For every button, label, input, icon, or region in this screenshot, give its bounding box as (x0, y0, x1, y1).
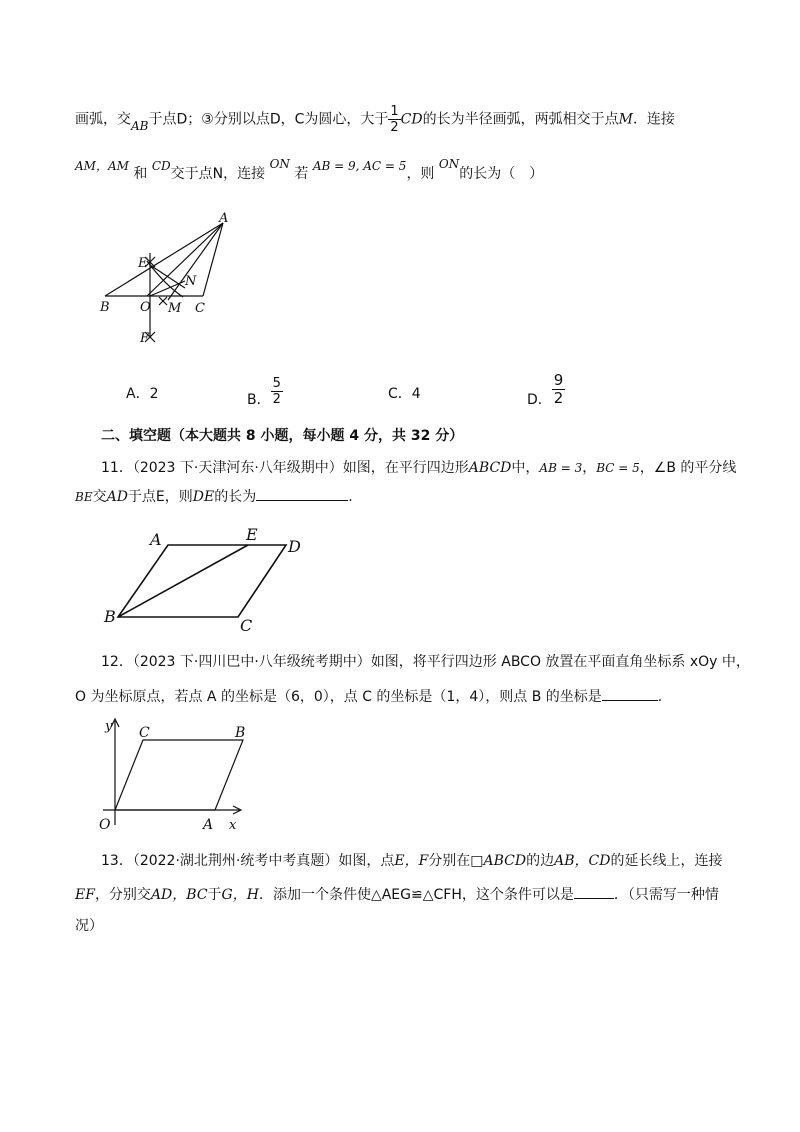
q10-text: 画弧，交 (75, 111, 131, 128)
q13-text: 分别在 (428, 853, 471, 869)
q12-line2 (75, 686, 662, 707)
q10-label-m: M (168, 301, 182, 316)
q10-label-f: F (140, 331, 150, 346)
option-fraction (271, 376, 283, 407)
q10-label-c: C (195, 301, 205, 316)
q11-label-d: D (288, 537, 301, 556)
q10-text: ．连接 (632, 111, 675, 128)
q13-segment-ef: EF (75, 887, 95, 903)
q10-option-a: A．2 (126, 386, 159, 402)
q10-text: 交于点N，连接 (170, 166, 266, 182)
option-label: B． (247, 391, 271, 408)
q11-label-e: E (246, 525, 258, 544)
q12-figure (95, 715, 255, 840)
answer-blank[interactable] (602, 686, 658, 701)
q10-segment-cd: CD (151, 159, 171, 173)
section-title: 二、填空题（本大题共 8 小题，每小题 4 分，共 32 分） (101, 428, 464, 444)
q12-text: . (657, 689, 663, 705)
q11-text: . (348, 489, 353, 505)
fraction-numerator: 1 (390, 104, 399, 119)
option-fraction (552, 372, 566, 407)
q12-label-y: y (105, 719, 113, 734)
q11-ab: AB = 3 (539, 461, 583, 475)
q10-text: 于点D；③分别以点D，C为圆心，大于 (148, 111, 389, 128)
q10-text: 的长为半径画弧，两弧相交于点 (422, 111, 619, 128)
q10-segment-on: ON (269, 157, 290, 171)
q10-label-b: B (100, 300, 110, 315)
q12-label-a: A (203, 817, 214, 833)
q12-text: O 为坐标原点，若点 A 的坐标是（6，0），点 C 的坐标是（1，4），则点 B 的坐标是 (75, 689, 602, 705)
q10-text: ，则 (406, 166, 435, 182)
q11-text: 的长为 (214, 489, 257, 505)
q13-points: E，F (394, 853, 429, 869)
q11-figure (100, 525, 320, 640)
fraction-denominator: 2 (553, 389, 564, 407)
q10-label-o: O (140, 300, 151, 315)
q10-option-c: C．4 (388, 386, 421, 402)
q13-text: ．添加一个条件使△AEG≌△CFH，这个条件可以是 (258, 887, 574, 903)
q13-text: ，分别交 (94, 887, 151, 903)
q11-label-c: C (240, 616, 253, 635)
q13-sides: AD，BC (150, 887, 208, 903)
q10-label-e: E (138, 256, 148, 271)
q10-segment-cd: CD (400, 111, 423, 128)
q11-abcd: ABCD (468, 460, 512, 476)
q10-label-n: N (185, 274, 197, 289)
q13-text: ．（只需写一种情 (613, 887, 719, 903)
q13-line3: 况） (75, 918, 103, 934)
q10-text: 若 (294, 166, 309, 182)
q10-segment-on: ON (438, 157, 460, 171)
q10-point-m: M (618, 111, 633, 128)
q10-line2 (75, 157, 544, 182)
q12-line1: 12．（2023 下·四川巴中·八年级统考期中）如图，将平行四边形 ABCO 放置在平面直角坐标系 xOy 中， (101, 654, 750, 670)
q11-text: 11．（2023 下·天津河东·八年级期中）如图，在平行四边形 (101, 460, 469, 476)
q12-label-b: B (235, 725, 246, 741)
q13-text: 于 (207, 887, 222, 903)
fraction-numerator: 9 (553, 371, 564, 389)
q12-label-c: C (139, 725, 150, 741)
fraction-denominator: 2 (272, 392, 281, 407)
q13-line1 (101, 851, 722, 871)
q13-text: 的边 (526, 853, 555, 869)
answer-blank[interactable] (256, 486, 348, 501)
q12-label-o: O (99, 817, 111, 833)
q12-label-x: x (229, 818, 237, 833)
option-label: D． (527, 391, 552, 408)
q13-text: 13．（2022·湖北荆州·统考中考真题）如图，点 (101, 853, 395, 869)
q11-text: 交 (92, 489, 107, 505)
q11-text: ， (582, 460, 597, 476)
q11-be: BE (75, 490, 93, 504)
q13-sides: AB，CD (554, 853, 611, 869)
q10-text: 和 (133, 166, 148, 182)
q10-segment-ab: AB (131, 118, 149, 133)
q13-line2 (75, 884, 719, 905)
q10-line1 (75, 104, 675, 135)
q11-de: DE (192, 489, 215, 505)
q10-figure (95, 205, 245, 355)
q11-text: ，∠B 的平分线 (639, 460, 737, 476)
q10-fraction-half (388, 104, 400, 135)
q10-am: AM，AM (75, 159, 129, 173)
q11-bc: BC = 5 (596, 461, 640, 475)
q13-parallelogram: □ABCD (470, 853, 527, 869)
q11-text: 中， (511, 460, 540, 476)
q10-text: 的长为（ ） (459, 166, 544, 182)
q11-ad: AD (106, 489, 128, 505)
fraction-numerator: 5 (272, 376, 281, 391)
q11-label-b: B (104, 607, 116, 626)
q10-option-b (247, 376, 283, 407)
q11-text: 于点E，则 (127, 489, 193, 505)
q11-label-a: A (150, 530, 162, 549)
q13-points: G，H (221, 887, 259, 903)
q10-condition: AB = 9, AC = 5 (312, 159, 407, 173)
q13-text: 的延长线上，连接 (610, 853, 723, 869)
answer-blank[interactable] (574, 884, 614, 899)
fraction-denominator: 2 (390, 120, 399, 135)
q11-line2 (75, 486, 353, 507)
q11-line1 (101, 458, 736, 478)
q10-option-d (527, 372, 565, 407)
q10-label-a: A (219, 211, 229, 226)
